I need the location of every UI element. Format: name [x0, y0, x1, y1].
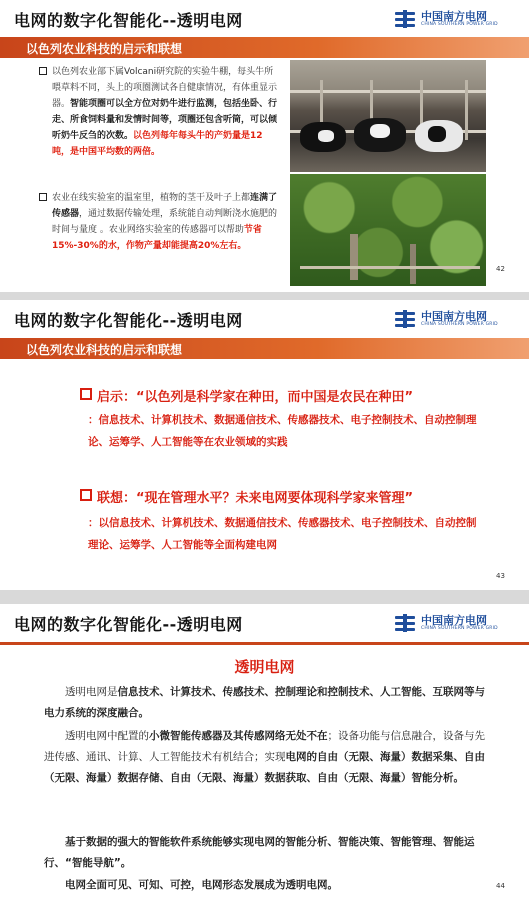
csg-logo: 中国南方电网 CHINA SOUTHERN POWER GRID [395, 612, 517, 634]
bullet-cowshed: 以色列农业部下属Volcani研究院的实验牛棚，每头牛所喂草料不同，头上的项圈测试各自健康情况，有体重显示器。智能项圈可以全方位对奶牛进行监测，包括坐卧、行走、所食饲料量和发情时间等，项圈还包含听筒，可以倾听奶牛反刍的次数。以色列每年每头牛的产奶量是12吨，是中国平均数的两倍。 [52, 64, 278, 160]
section-banner: 以色列农业科技的启示和联想 [0, 37, 529, 58]
slide-title: 电网的数字化智能化--透明电网 [14, 615, 243, 634]
slide-title: 电网的数字化智能化--透明电网 [14, 311, 243, 330]
slide-gap [0, 590, 529, 604]
slide-title: 电网的数字化智能化--透明电网 [14, 11, 243, 30]
csg-logo: 中国南方电网 CHINA SOUTHERN POWER GRID [395, 308, 517, 330]
section-banner: 以色列农业科技的启示和联想 [0, 338, 529, 359]
bullet-box-icon [39, 193, 47, 201]
title-rule [0, 642, 529, 645]
slide-gap [0, 292, 529, 300]
checkbox-icon [80, 388, 92, 400]
bullet-greenhouse: 农业在线实验室的温室里，植物的茎干及叶子上都连满了传感器，通过数据传输处理，系统能自动判断浇水施肥的时间与量度 。农业网络实验室的传感器可以帮助节省15%-30%的水，作物产量却能提高20%左右。 [52, 190, 278, 254]
page-number: 42 [496, 265, 505, 273]
csg-logo-icon [395, 310, 417, 328]
paragraph-software: 基于数据的强大的智能软件系统能够实现电网的智能分析、智能决策、智能管理、智能运行、“智能导航”。 [44, 836, 475, 869]
bullet-box-icon [39, 67, 47, 75]
section-heading: 透明电网 [234, 658, 295, 676]
insight-heading: 启示：“以色列是科学家在种田，而中国是农民在种田” [80, 386, 413, 405]
checkbox-icon [80, 489, 92, 501]
greenhouse-photo [290, 174, 486, 286]
association-heading: 联想：“现在管理水平？未来电网要体现科学家来管理” [80, 487, 413, 506]
slide-42 [0, 0, 529, 292]
paragraph-sensors: 透明电网中配置的小微智能传感器及其传感网络无处不在；设备功能与信息融合，设备与先进传感、通讯、计算、人工智能技术有机结合；实现电网的自由（无限、海量）数据采集、自由（无限、海量）数据存储、自由（无限、海量）数据获取、自由（无限、海量）智能分析。 [44, 730, 485, 784]
paragraph-definition: 透明电网是信息技术、计算技术、传感技术、控制理论和控制技术、人工智能、互联网等与电力系统的深度融合。 [44, 686, 485, 719]
csg-logo-icon [395, 614, 417, 632]
paragraph-conclusion: 电网全面可见、可知、可控，电网形态发展成为透明电网。 [65, 879, 338, 891]
association-body: ：以信息技术、计算机技术、数据通信技术、传感器技术、电子控制技术、自动控制理论、运筹学、人工智能等全面构建电网 [88, 517, 477, 551]
cowshed-photo [290, 60, 486, 172]
csg-logo: 中国南方电网 CHINA SOUTHERN POWER GRID [395, 8, 517, 30]
page-number: 43 [496, 572, 505, 580]
insight-body: ：信息技术、计算机技术、数据通信技术、传感器技术、电子控制技术、自动控制理论、运筹学、人工智能等在农业领域的实践 [88, 414, 477, 448]
page-number: 44 [496, 882, 505, 890]
slide-43 [0, 300, 529, 590]
csg-logo-icon [395, 10, 417, 28]
slide-44 [0, 604, 529, 904]
